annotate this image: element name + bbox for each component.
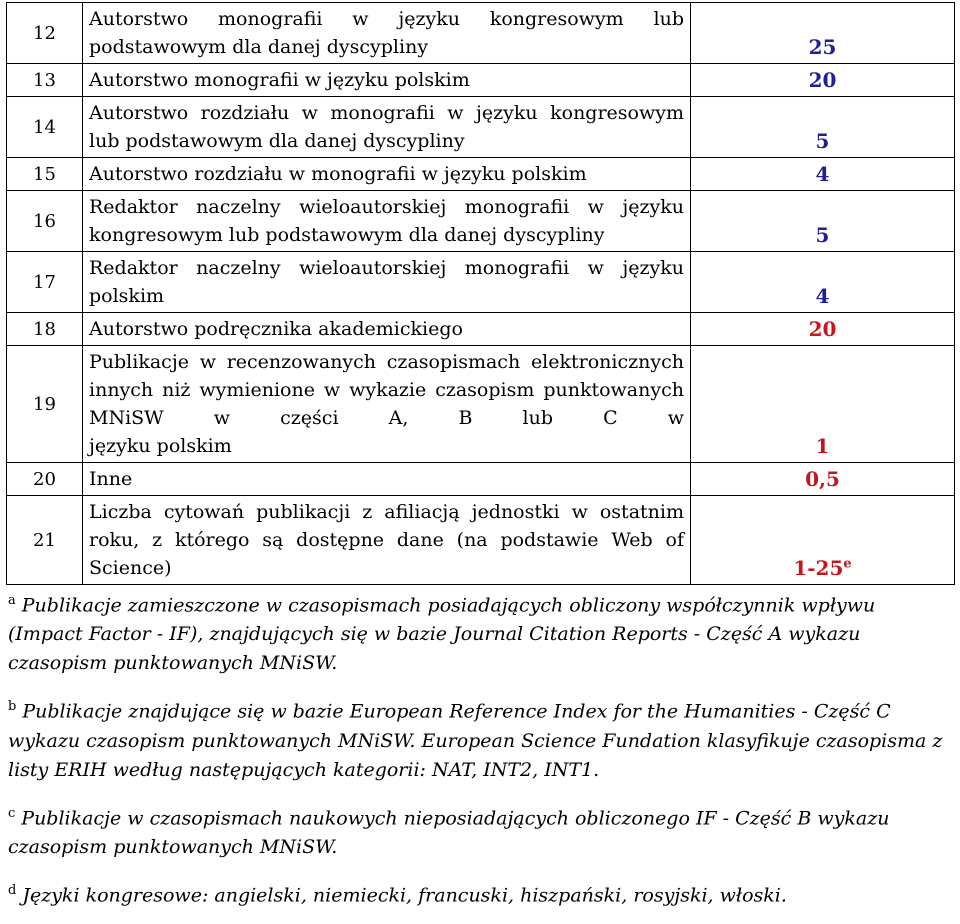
row-points	[691, 158, 955, 191]
description-line: polskim	[89, 285, 165, 307]
table-row	[7, 64, 955, 97]
points-value: 20	[808, 317, 837, 341]
table-row	[7, 3, 955, 64]
description-line: Liczba cytowań publikacji z afiliacją jednostki w ostatnim	[89, 501, 684, 523]
table-row	[7, 313, 955, 346]
row-points	[691, 252, 955, 313]
points-value: 4	[815, 162, 830, 186]
footnote-mark: a	[8, 593, 16, 608]
row-number: 21	[7, 496, 83, 585]
row-number: 19	[7, 346, 83, 463]
description-line: Inne	[89, 468, 133, 490]
footnote-text: Publikacje zamieszczone w czasopismach posiadających obliczony współczynnik wpływu (Impact Factor - IF), znajdujących się w bazie Journal Citation Reports - Część A wykazu czasopism punktowanych MNiSW.	[8, 594, 876, 675]
description-line: Redaktor naczelny wieloautorskiej monografii w języku	[89, 196, 684, 218]
points-value: 25	[808, 35, 837, 59]
footnote-text: Publikacje w czasopismach naukowych nieposiadających obliczonego IF - Część B wykazu czasopism punktowanych MNiSW.	[8, 806, 890, 858]
row-description	[83, 313, 691, 346]
row-number: 12	[7, 3, 83, 64]
description-line: lub podstawowym dla danej dyscypliny	[89, 130, 465, 152]
scoring-table	[6, 2, 955, 585]
row-description	[83, 158, 691, 191]
footnote-text: Języki kongresowe: angielski, niemiecki, francuski, hiszpański, rosyjski, włoski.	[22, 884, 787, 907]
table-row	[7, 97, 955, 158]
points-footnote-mark: e	[843, 556, 852, 572]
description-line: Autorstwo monografii w języku polskim	[89, 69, 470, 91]
row-description	[83, 64, 691, 97]
description-line: języku polskim	[89, 435, 232, 457]
row-number: 13	[7, 64, 83, 97]
row-description	[83, 496, 691, 585]
footnote	[8, 586, 953, 678]
row-number: 20	[7, 463, 83, 496]
description-line: Autorstwo podręcznika akademickiego	[89, 318, 463, 340]
table-row	[7, 463, 955, 496]
row-number: 17	[7, 252, 83, 313]
points-value: 0,5	[805, 467, 840, 491]
points-value: 20	[808, 68, 837, 92]
row-number: 14	[7, 97, 83, 158]
description-line: Autorstwo monografii w języku kongresowym lub	[89, 8, 684, 30]
row-number: 16	[7, 191, 83, 252]
description-line: kongresowym lub podstawowym dla danej dyscypliny	[89, 224, 605, 246]
points-value: 5	[815, 129, 830, 153]
row-description	[83, 97, 691, 158]
description-line: czasopism punktowanych MNiSW w części A, B lub C w	[89, 379, 684, 429]
row-points	[691, 3, 955, 64]
description-line: roku, z którego są dostępne dane (na podstawie Web of	[89, 529, 684, 551]
description-line: Autorstwo rozdziału w monografii w języku kongresowym	[89, 102, 684, 124]
footnote	[8, 876, 953, 910]
row-points	[691, 463, 955, 496]
row-points	[691, 313, 955, 346]
description-line: Publikacje w recenzowanych czasopismach	[89, 351, 521, 373]
table-row	[7, 252, 955, 313]
table-row	[7, 496, 955, 585]
footnote	[8, 799, 953, 862]
row-description	[83, 346, 691, 463]
row-description	[83, 252, 691, 313]
points-value: 1	[815, 434, 830, 458]
points-value: 1-25	[793, 556, 844, 580]
description-line: Autorstwo rozdziału w monografii w języku polskim	[89, 163, 587, 185]
row-number: 18	[7, 313, 83, 346]
footnote-mark: c	[8, 805, 16, 821]
row-points	[691, 346, 955, 463]
row-description	[83, 191, 691, 252]
description-line: elektronicznych innych niż wymienione w wykazie	[89, 351, 684, 401]
footnote-mark: d	[8, 882, 17, 898]
points-value: 5	[815, 223, 830, 247]
row-description	[83, 3, 691, 64]
row-points	[691, 97, 955, 158]
footnote-text: Publikacje znajdujące się w bazie European Reference Index for the Humanities - Część C wykazu czasopism punktowanych MNiSW. European Science Fundation klasyfikuje czasopisma z listy ERIH według następujących kategorii: NAT, INT2, INT1.	[8, 700, 943, 781]
footnotes	[8, 586, 953, 924]
row-points	[691, 496, 955, 585]
footnote	[8, 692, 953, 784]
points-value: 4	[815, 284, 830, 308]
description-line: Redaktor naczelny wieloautorskiej monografii w języku	[89, 257, 684, 279]
row-description	[83, 463, 691, 496]
description-line: Science)	[89, 557, 172, 579]
table-row	[7, 158, 955, 191]
row-points	[691, 191, 955, 252]
footnote-mark: b	[8, 699, 17, 715]
description-line: podstawowym dla danej dyscypliny	[89, 36, 429, 58]
row-number: 15	[7, 158, 83, 191]
row-points	[691, 64, 955, 97]
table-row	[7, 191, 955, 252]
table-row	[7, 346, 955, 463]
